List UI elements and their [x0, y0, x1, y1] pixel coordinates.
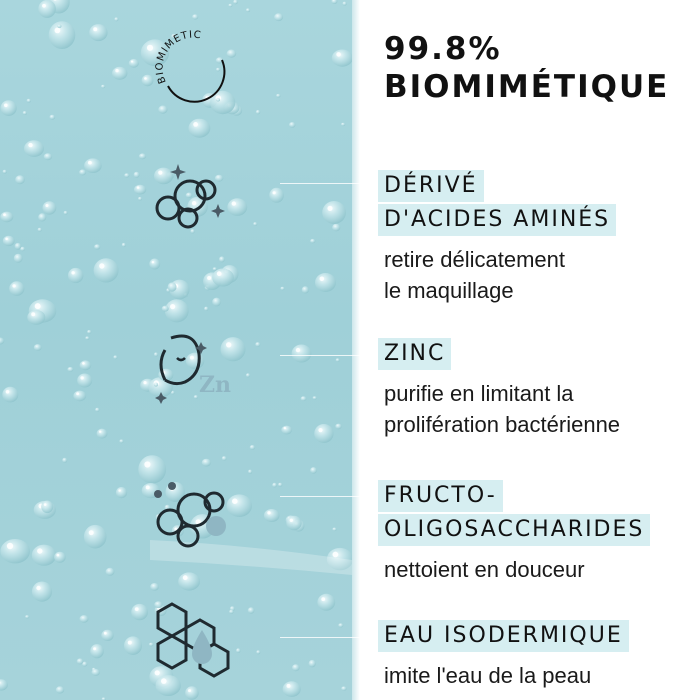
water-droplet [255, 342, 260, 347]
benefit-title-line: DÉRIVÉ [378, 170, 484, 202]
water-droplet [101, 630, 113, 641]
water-droplet [34, 344, 42, 351]
droplet-highlight [188, 689, 191, 692]
water-droplet [301, 396, 307, 401]
water-droplet [3, 236, 15, 246]
water-droplet [280, 287, 284, 291]
droplet-highlight [287, 684, 291, 688]
droplet-highlight [193, 122, 198, 127]
water-droplet [84, 158, 102, 173]
water-droplet [124, 636, 142, 655]
water-droplet [335, 424, 341, 430]
water-droplet [286, 516, 301, 531]
benefit-title [378, 620, 629, 654]
water-droplet [0, 679, 8, 690]
water-droplet [168, 282, 177, 291]
benefit-title-line: OLIGOSACCHARIDES [378, 514, 650, 546]
water-droplet [292, 664, 300, 671]
water-droplet [302, 286, 309, 293]
water-droplet [27, 310, 45, 325]
water-droplet [124, 173, 129, 177]
droplet-highlight [4, 104, 8, 108]
water-droplet [283, 681, 301, 697]
hexagon-drop-icon [152, 600, 234, 686]
droplet-highlight [144, 77, 147, 80]
droplet-highlight [99, 263, 104, 268]
water-droplet [278, 483, 282, 487]
bubbles-cluster-icon [150, 480, 234, 550]
water-droplet [32, 545, 56, 566]
droplet-highlight [28, 143, 32, 147]
water-droplet [228, 4, 232, 7]
water-droplet [114, 17, 118, 21]
water-droplet [80, 615, 89, 623]
water-droplet [97, 429, 108, 439]
droplet-highlight [137, 186, 140, 189]
water-droplet [212, 269, 234, 287]
svg-text:BIOMIMETIC [154, 29, 202, 85]
water-droplet [38, 0, 56, 18]
droplet-highlight [36, 586, 40, 590]
droplet-highlight [80, 376, 83, 379]
water-droplet [24, 140, 44, 157]
zinc-symbol: Zn [199, 372, 232, 398]
water-droplet [49, 21, 76, 49]
water-droplet [15, 243, 22, 250]
benefit-description [378, 554, 650, 585]
water-droplet [149, 259, 160, 270]
droplet-highlight [273, 191, 276, 194]
droplet-highlight [321, 597, 325, 601]
droplet-highlight [104, 632, 107, 635]
water-droplet [62, 458, 67, 463]
droplet-highlight [143, 381, 146, 384]
water-droplet [336, 358, 340, 362]
droplet-highlight [336, 52, 341, 57]
water-droplet [67, 367, 73, 372]
water-droplet [68, 268, 83, 283]
droplet-highlight [128, 641, 132, 645]
water-droplet [343, 2, 347, 6]
water-droplet [310, 467, 317, 474]
droplet-highlight [99, 431, 101, 433]
droplet-highlight [44, 503, 47, 506]
water-droplet [54, 552, 66, 563]
water-droplet [94, 244, 100, 249]
water-droplet [138, 197, 142, 201]
benefit-title-line: EAU ISODERMIQUE [378, 620, 629, 652]
title-biomimetique: BIOMIMÉTIQUE [384, 69, 670, 105]
water-droplet [94, 258, 119, 282]
water-droplet [101, 85, 105, 89]
benefit-item [378, 338, 620, 440]
benefit-description [378, 244, 616, 306]
droplet-highlight [296, 348, 300, 352]
benefit-title [378, 170, 616, 238]
water-droplet [162, 306, 169, 312]
droplet-highlight [37, 548, 42, 553]
water-droplet [192, 14, 198, 19]
droplet-highlight [183, 575, 188, 580]
water-droplet [236, 648, 241, 653]
benefit-item [378, 170, 616, 306]
water-droplet [212, 298, 221, 307]
water-droplet [57, 25, 61, 28]
bubbles-sparkle-icon [150, 160, 230, 232]
water-droplet [272, 483, 277, 488]
water-droplet [246, 8, 250, 12]
water-droplet [331, 0, 337, 4]
water-droplet [322, 201, 346, 224]
panel-edge [352, 0, 360, 700]
water-droplet [1, 100, 17, 116]
water-droplet [250, 445, 255, 450]
droplet-highlight [333, 552, 339, 558]
droplet-highlight [31, 312, 35, 316]
water-droplet [89, 24, 107, 41]
droplet-highlight [115, 69, 118, 72]
water-droplet [92, 669, 100, 676]
water-droplet [134, 185, 146, 195]
droplet-highlight [76, 392, 79, 395]
droplet-highlight [207, 276, 211, 280]
water-droplet [95, 408, 99, 412]
water-droplet [41, 501, 53, 514]
water-droplet [2, 387, 18, 403]
water-droplet [150, 583, 159, 591]
water-droplet [87, 330, 91, 334]
water-droplet [119, 439, 123, 443]
droplet-highlight [5, 238, 8, 241]
droplet-highlight [6, 390, 10, 394]
water-droplet [248, 470, 252, 474]
water-droplet [64, 211, 68, 215]
water-droplet [165, 299, 189, 322]
water-droplet [341, 123, 345, 126]
water-droplet [9, 281, 24, 296]
droplet-highlight [3, 213, 6, 216]
water-droplet [131, 604, 148, 620]
water-droplet [90, 644, 104, 658]
droplet-highlight [57, 554, 60, 557]
water-droplet [256, 650, 260, 654]
page-title [384, 30, 669, 106]
badge-text: BIOMIMETIC [154, 29, 203, 85]
water-droplet [227, 198, 247, 216]
water-droplet [25, 615, 29, 618]
droplet-highlight [290, 519, 293, 522]
face-zinc-icon [155, 330, 245, 404]
droplet-highlight [88, 161, 92, 165]
water-droplet [233, 0, 238, 4]
benefit-title-line: FRUCTO- [378, 480, 503, 512]
water-droplet [44, 153, 52, 160]
benefit-description-line: imite l'eau de la peau [384, 663, 592, 688]
benefit-description-line: le maquillage [384, 278, 514, 303]
water-droplet [106, 568, 115, 576]
water-droplet [310, 239, 315, 243]
water-droplet [256, 110, 260, 114]
water-droplet [204, 307, 208, 311]
water-droplet [77, 374, 92, 388]
droplet-highlight [267, 511, 270, 514]
droplet-highlight [45, 204, 48, 207]
droplet-highlight [93, 647, 96, 650]
water-droplet [38, 228, 42, 232]
droplet-highlight [232, 201, 236, 205]
water-droplet [84, 525, 107, 549]
water-droplet [338, 623, 343, 627]
water-droplet [202, 459, 211, 467]
water-droplet [313, 396, 317, 399]
water-droplet [80, 360, 92, 370]
droplet-highlight [118, 489, 120, 491]
water-droplet [15, 175, 25, 184]
benefit-description-line: purifie en limitant la [384, 381, 574, 406]
benefit-title [378, 480, 650, 548]
droplet-highlight [135, 607, 139, 611]
benefit-description [378, 660, 629, 691]
droplet-highlight [35, 303, 41, 309]
droplet-highlight [42, 4, 46, 8]
droplet-highlight [55, 28, 61, 34]
water-droplet [213, 267, 217, 270]
water-droplet [77, 658, 84, 664]
water-droplet [269, 188, 284, 203]
benefit-description-line: retire délicatement [384, 247, 565, 272]
water-droplet [43, 201, 57, 214]
droplet-highlight [89, 530, 94, 535]
water-droplet [85, 336, 89, 339]
droplet-highlight [82, 362, 85, 365]
connector-line-3 [280, 496, 372, 497]
water-droplet [332, 528, 336, 532]
water-droplet [332, 224, 340, 232]
water-droplet [281, 426, 292, 435]
water-droplet [3, 170, 7, 174]
water-droplet [317, 594, 335, 611]
connector-line-1 [280, 183, 372, 184]
water-droplet [274, 13, 283, 21]
benefit-item [378, 480, 650, 585]
droplet-highlight [12, 284, 15, 287]
droplet-highlight [327, 206, 332, 211]
water-droplet [0, 539, 30, 563]
water-droplet [222, 456, 227, 461]
connector-line-2 [280, 355, 372, 356]
water-droplet [56, 686, 64, 693]
benefit-title [378, 338, 620, 372]
water-droplet [116, 487, 127, 498]
water-droplet [219, 256, 225, 262]
water-droplet [341, 686, 346, 690]
droplet-highlight [144, 461, 150, 467]
droplet-highlight [93, 27, 97, 31]
water-droplet [32, 582, 52, 602]
water-droplet [315, 273, 336, 292]
water-droplet [73, 391, 86, 402]
water-droplet [27, 99, 31, 103]
water-droplet [332, 50, 352, 67]
droplet-highlight [170, 304, 175, 309]
water-droplet [314, 424, 333, 443]
droplet-highlight [71, 271, 74, 274]
water-droplet [113, 355, 117, 359]
benefit-description-line: prolifération bactérienne [384, 412, 621, 437]
water-droplet [185, 686, 199, 700]
water-droplet [264, 509, 280, 522]
water-droplet [309, 660, 316, 667]
water-droplet [253, 222, 257, 226]
water-droplet [79, 169, 86, 175]
water-droplet [246, 373, 250, 377]
droplet-highlight [320, 277, 325, 282]
benefit-description-line: nettoient en douceur [384, 557, 585, 582]
droplet-highlight [284, 427, 286, 429]
water-droplet [189, 119, 211, 138]
water-droplet [122, 243, 126, 247]
water-droplet [276, 94, 280, 98]
water-droplet [248, 607, 255, 613]
water-droplet [139, 153, 146, 159]
biomimetic-badge [148, 20, 238, 110]
title-percentage: 99.8% [384, 31, 502, 67]
droplet-highlight [7, 543, 13, 549]
droplet-highlight [131, 60, 133, 62]
water-droplet [112, 67, 127, 80]
benefit-item [378, 620, 629, 691]
water-droplet [289, 122, 295, 128]
benefit-description [378, 378, 620, 440]
water-droplet [292, 345, 312, 363]
water-droplet [0, 338, 4, 345]
water-droplet [129, 59, 139, 68]
benefit-title-line: D'ACIDES AMINÉS [378, 204, 616, 236]
water-droplet [50, 115, 56, 120]
water-droplet [0, 212, 13, 223]
connector-line-4 [280, 637, 372, 638]
droplet-highlight [318, 428, 322, 432]
droplet-highlight [152, 261, 154, 263]
water-droplet [134, 172, 140, 178]
water-droplet [178, 572, 200, 590]
water-droplet [23, 111, 27, 115]
benefit-title-line: ZINC [378, 338, 451, 370]
water-droplet [38, 213, 46, 221]
droplet-highlight [217, 271, 222, 276]
water-droplet [14, 254, 23, 263]
